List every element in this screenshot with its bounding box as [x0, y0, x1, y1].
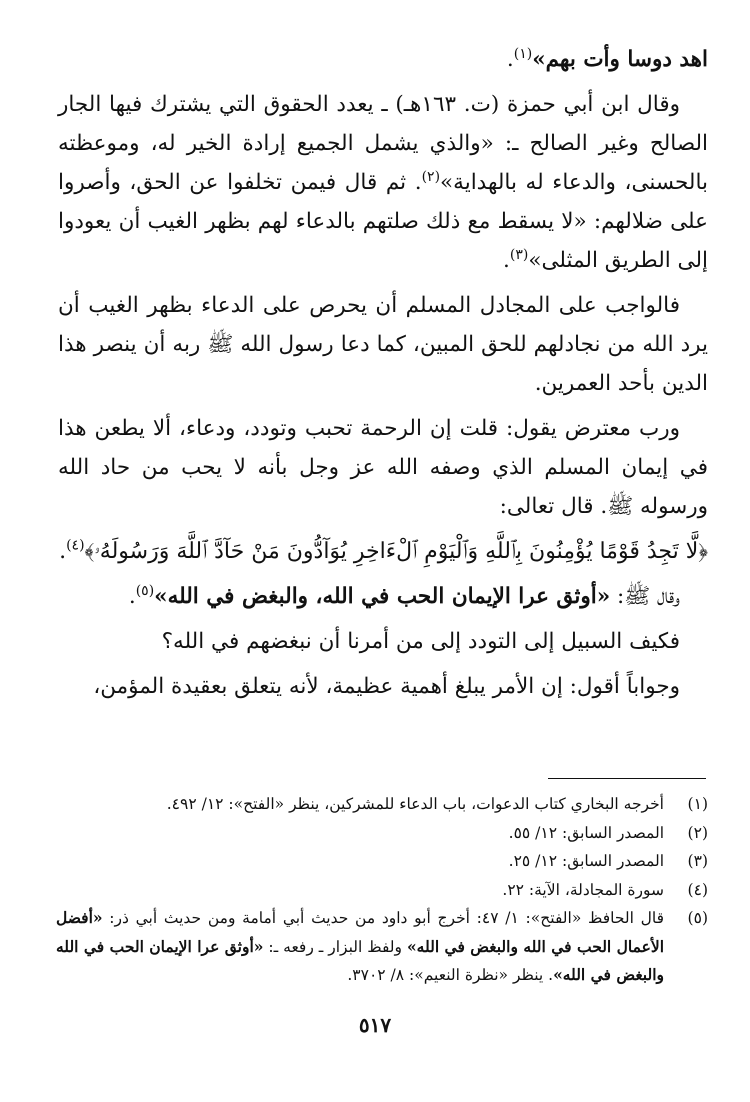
- footnote-text: المصدر السابق: ١٢/ ٥٥.: [508, 823, 664, 842]
- footnote-item: [56, 819, 708, 848]
- punctuation: .: [506, 47, 514, 72]
- footnote-item: [56, 847, 708, 876]
- hadith-lead: وقال ﷺ:: [610, 584, 680, 609]
- paragraph-ibn-abi-hamza: [58, 85, 708, 280]
- footnote-number: (٤): [687, 880, 708, 899]
- footnote-hadith-quote: «أفضل الأعمال الحب في الله والبغض في الله»: [56, 908, 664, 956]
- footnote-ref: (٤): [66, 537, 85, 554]
- footnote-segment: قال الحافظ «الفتح»: ١/ ٤٧: أخرج أبو داود من حديث أبي أمامة ومن حديث أبي ذر:: [102, 909, 665, 927]
- main-text: [58, 40, 708, 712]
- verse-text: ﴿لَّا تَجِدُ قَوْمًا يُؤْمِنُونَ بِٱللَّهِ وَٱلْيَوْمِ ٱلْءَاخِرِ يُوَآدُّونَ مَنْ حَآدَّ ٱللَّهَ وَرَسُولَهُۥ﴾: [84, 539, 708, 564]
- footnote-item: [56, 876, 708, 905]
- paragraph-objection: ورب معترض يقول: قلت إن الرحمة تحبب وتودد، ودعاء، ألا يطعن هذا في إيمان المسلم الذي وصفه الله عز وجل بأنه لا يحب من حاد الله ورسوله ﷺ. قال تعالى:: [58, 416, 708, 519]
- paragraph-hadith: [58, 577, 708, 616]
- footnote-text: سورة المجادلة، الآية: ٢٢.: [502, 880, 664, 899]
- punctuation: .: [59, 539, 67, 564]
- paragraph-duty: فالواجب على المجادل المسلم أن يحرص على الدعاء بظهر الغيب أن يرد الله من نجادلهم للحق المبين، كما دعا رسول الله ﷺ ربه أن ينصر هذا الدين بأحد العمرين.: [58, 293, 708, 396]
- footnote-item: [56, 790, 708, 819]
- footnote-number: (٣): [687, 852, 708, 870]
- footnote-number: (٢): [687, 823, 708, 842]
- paragraph-continuation: [58, 40, 708, 79]
- footnote-number: (١): [687, 795, 708, 813]
- hadith-quote: «أوثق عرا الإيمان الحب في الله، والبغض في الله»: [154, 584, 611, 609]
- paragraph-answer: وجواباً أقول: إن الأمر يبلغ أهمية عظيمة، لأنه يتعلق بعقيدة المؤمن،: [93, 674, 680, 699]
- footnote-ref: (٢): [421, 168, 441, 185]
- hadith-fragment: اهد دوسا وأت بهم»: [532, 47, 708, 72]
- footnote-text: أخرجه البخاري كتاب الدعوات، باب الدعاء للمشركين، ينظر «الفتح»: ١٢/ ٤٩٢.: [166, 795, 664, 813]
- footnote-ref: (٣): [509, 246, 529, 263]
- footnote-hadith-quote: «أوثق عرا الإيمان الحب في الله والبغض في الله»: [56, 936, 664, 984]
- footnote-text: [56, 904, 664, 990]
- paragraph-question: فكيف السبيل إلى التودد إلى من أمرنا أن نبغضهم في الله؟: [161, 629, 680, 654]
- punctuation: .: [128, 584, 136, 609]
- paragraph-text: وقال ابن أبي حمزة (ت. ١٦٣هـ) ـ يعدد الحقوق التي يشترك فيها الجار الصالح وغير الصالح ـ: «والذي يشمل الجميع إرادة الخير له، وموعظته بالحسنى، والدعاء له بالهداية»: [58, 92, 708, 195]
- footnote-segment: ولفظ البزار ـ رفعه ـ:: [263, 937, 407, 956]
- footnote-separator: [548, 778, 706, 779]
- quran-verse: [58, 532, 708, 571]
- punctuation: .: [503, 248, 510, 273]
- footnote-segment: . ينظر «نظرة النعيم»: ٨/ ٣٧٠٢.: [347, 966, 554, 984]
- footnote-number: (٥): [687, 909, 708, 927]
- footnotes: [56, 790, 708, 990]
- footnote-ref: (١): [513, 45, 533, 62]
- footnote-text: المصدر السابق: ١٢/ ٢٥.: [508, 852, 664, 870]
- footnote-item: [56, 904, 708, 990]
- paragraph-text: . ثم قال فيمن تخلفوا عن الحق، وأصروا على ضلالهم: «لا يسقط مع ذلك صلتهم بالدعاء لهم بظهر الغيب أن يعودوا إلى الطريق المثلى»: [58, 170, 708, 273]
- footnote-ref: (٥): [135, 582, 155, 599]
- page-number: ٥١٧: [358, 1013, 392, 1037]
